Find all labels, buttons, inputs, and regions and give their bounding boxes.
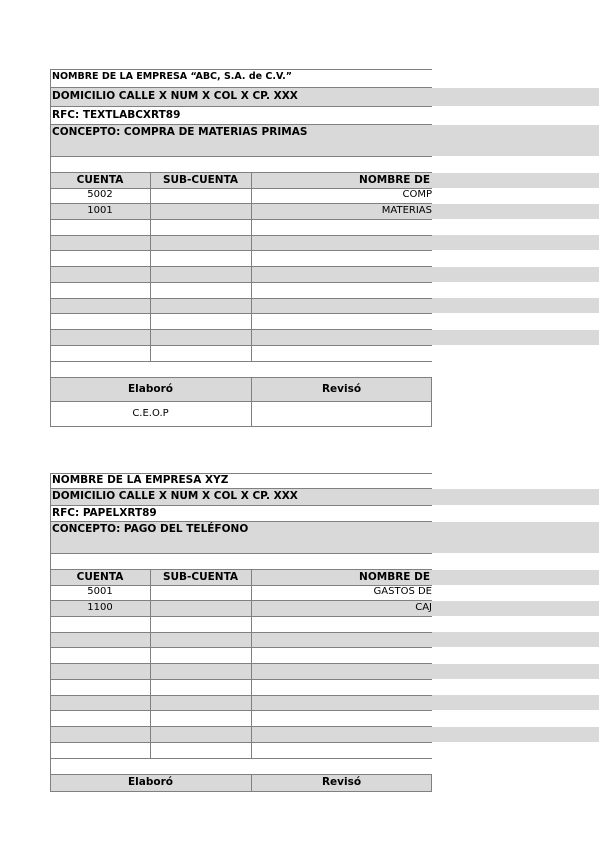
col-cuenta-header: CUENTA — [76, 571, 124, 583]
company-name: NOMBRE DE LA EMPRESA XYZ — [52, 474, 229, 486]
address-text: DOMICILIO CALLE X NUM X COL X CP. XXX — [52, 90, 298, 102]
col-subcuenta-header: SUB-CUENTA — [162, 174, 239, 186]
elaboro-value: C.E.O.P — [132, 408, 169, 419]
table-row-nombre: GASTOS DE — [373, 586, 432, 597]
col-cuenta-header: CUENTA — [76, 174, 124, 186]
address-text: DOMICILIO CALLE X NUM X COL X CP. XXX — [52, 490, 298, 502]
col-nombre-header: NOMBRE DE — [359, 174, 430, 186]
rfc-text: RFC: TEXTLABCXRT89 — [52, 109, 181, 121]
table-row-cuenta: 5001 — [87, 586, 113, 597]
rfc-text: RFC: PAPELXRT89 — [52, 507, 157, 519]
table-row-nombre: CAJ — [415, 602, 432, 613]
table-row-cuenta: 1001 — [87, 205, 113, 216]
voucher-form-xyz — [50, 473, 599, 793]
col-subcuenta-header: SUB-CUENTA — [162, 571, 239, 583]
company-name: NOMBRE DE LA EMPRESA “ABC, S.A. de C.V.” — [52, 71, 292, 82]
reviso-label: Revisó — [321, 383, 362, 395]
table-row-cuenta: 5002 — [87, 189, 113, 200]
concept-text: CONCEPTO: PAGO DEL TELÉFONO — [52, 523, 249, 535]
table-row-cuenta: 1100 — [87, 602, 113, 613]
concept-text: CONCEPTO: COMPRA DE MATERIAS PRIMAS — [52, 126, 308, 138]
col-nombre-header: NOMBRE DE — [359, 571, 430, 583]
reviso-label: Revisó — [321, 776, 362, 788]
voucher-form-abc — [50, 69, 599, 429]
elaboro-label: Elaboró — [128, 776, 173, 788]
table-row-nombre: MATERIAS — [381, 205, 432, 216]
elaboro-label: Elaboró — [128, 383, 173, 395]
table-row-nombre: COMP — [402, 189, 432, 200]
